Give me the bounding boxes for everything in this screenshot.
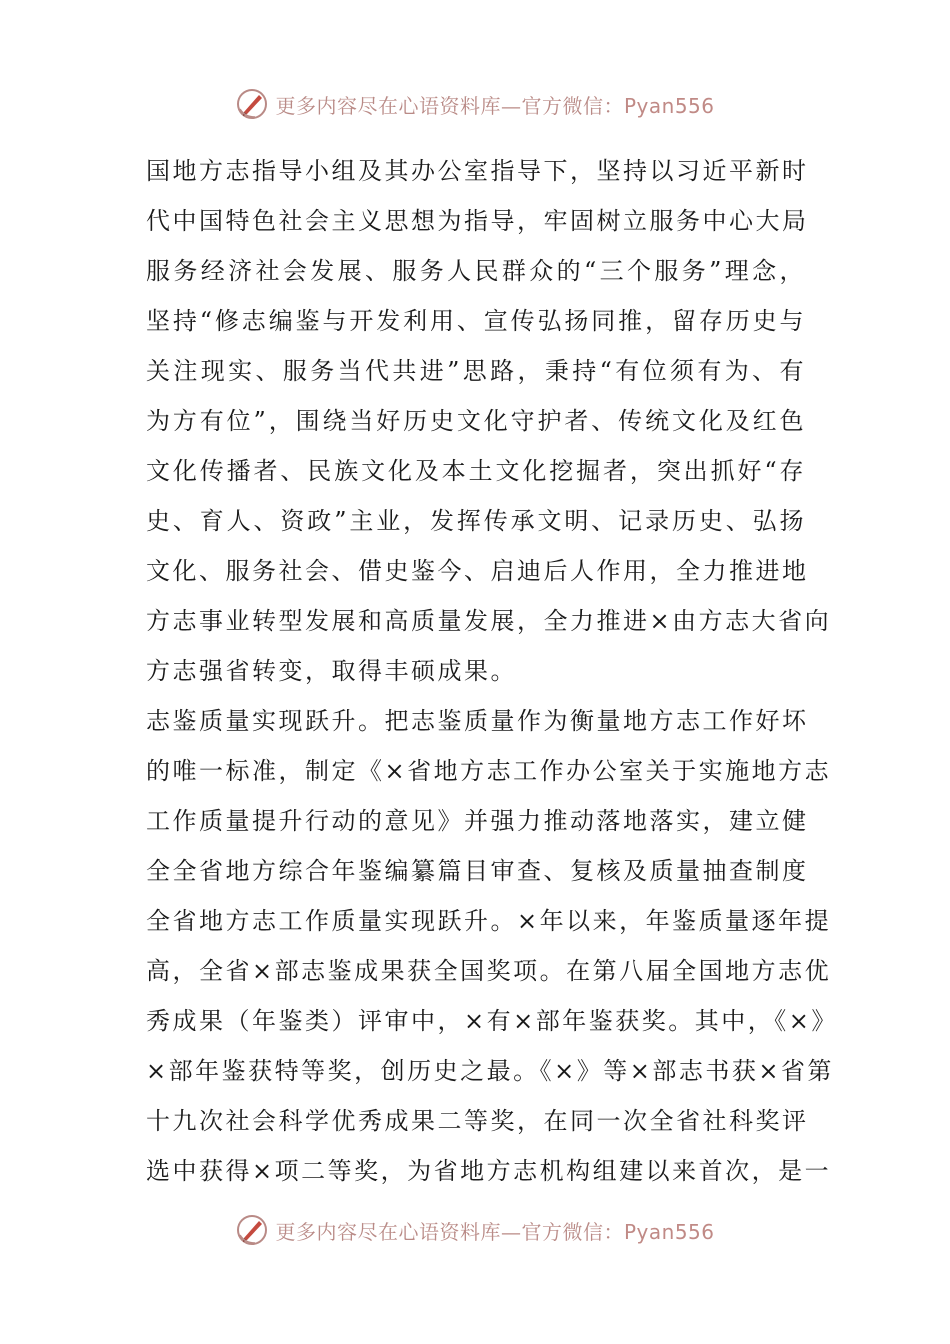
body-line: 史、育人、资政”主业，发挥传承文明、记录历史、弘扬 <box>146 507 806 535</box>
header-wechat-id: Pyan556 <box>623 93 715 118</box>
header-banner <box>0 84 950 124</box>
body-line: 十九次社会科学优秀成果二等奖，在同一次全省社科奖评 <box>146 1107 809 1135</box>
body-line: 高，全省×部志鉴成果获全国奖项。在第八届全国地方志优 <box>146 957 832 985</box>
body-line: 志鉴质量实现跃升。把志鉴质量作为衡量地方志工作好坏 <box>146 707 809 735</box>
body-line: 的唯一标准，制定《×省地方志工作办公室关于实施地方志 <box>146 757 832 785</box>
body-line: 关注现实、服务当代共进”思路，秉持“有位须有为、有 <box>146 357 806 385</box>
body-line: 选中获得×项二等奖，为省地方志机构组建以来首次，是一 <box>146 1157 832 1185</box>
footer-banner-text <box>275 1216 714 1245</box>
body-line: 服务经济社会发展、服务人民群众的“三个服务”理念， <box>146 257 806 285</box>
body-line: 方志事业转型发展和高质量发展，全力推进×由方志大省向 <box>146 607 832 635</box>
footer-banner <box>0 1210 950 1250</box>
body-line: 全全省地方综合年鉴编纂篇目审查、复核及质量抽查制度 <box>146 857 809 885</box>
body-line: 坚持“修志编鉴与开发利用、宣传弘扬同推，留存历史与 <box>146 307 806 335</box>
quill-pen-logo-icon <box>235 1213 269 1247</box>
body-line: 文化传播者、民族文化及本土文化挖掘者，突出抓好“存 <box>146 457 806 485</box>
header-banner-label: 更多内容尽在心语资料库—官方微信： <box>275 93 624 118</box>
footer-wechat-id: Pyan556 <box>623 1219 715 1244</box>
body-line: 工作质量提升行动的意见》并强力推动落地落实，建立健 <box>146 807 809 835</box>
body-line: 秀成果（年鉴类）评审中，×有×部年鉴获奖。其中，《×》 <box>146 1007 838 1035</box>
document-body <box>146 146 838 1196</box>
body-line: 代中国特色社会主义思想为指导，牢固树立服务中心大局 <box>146 207 809 235</box>
header-banner-text <box>275 90 714 119</box>
quill-pen-logo-icon <box>235 87 269 121</box>
footer-banner-label: 更多内容尽在心语资料库—官方微信： <box>275 1219 624 1244</box>
body-line: 方志强省转变，取得丰硕成果。 <box>146 657 517 685</box>
body-line: 为方有位”，围绕当好历史文化守护者、传统文化及红色 <box>146 407 806 435</box>
body-line: 文化、服务社会、借史鉴今、启迪后人作用，全力推进地 <box>146 557 809 585</box>
body-line: ×部年鉴获特等奖，创历史之最。《×》等×部志书获×省第 <box>146 1057 834 1085</box>
body-line: 国地方志指导小组及其办公室指导下，坚持以习近平新时 <box>146 157 809 185</box>
body-line: 全省地方志工作质量实现跃升。×年以来，年鉴质量逐年提 <box>146 907 832 935</box>
